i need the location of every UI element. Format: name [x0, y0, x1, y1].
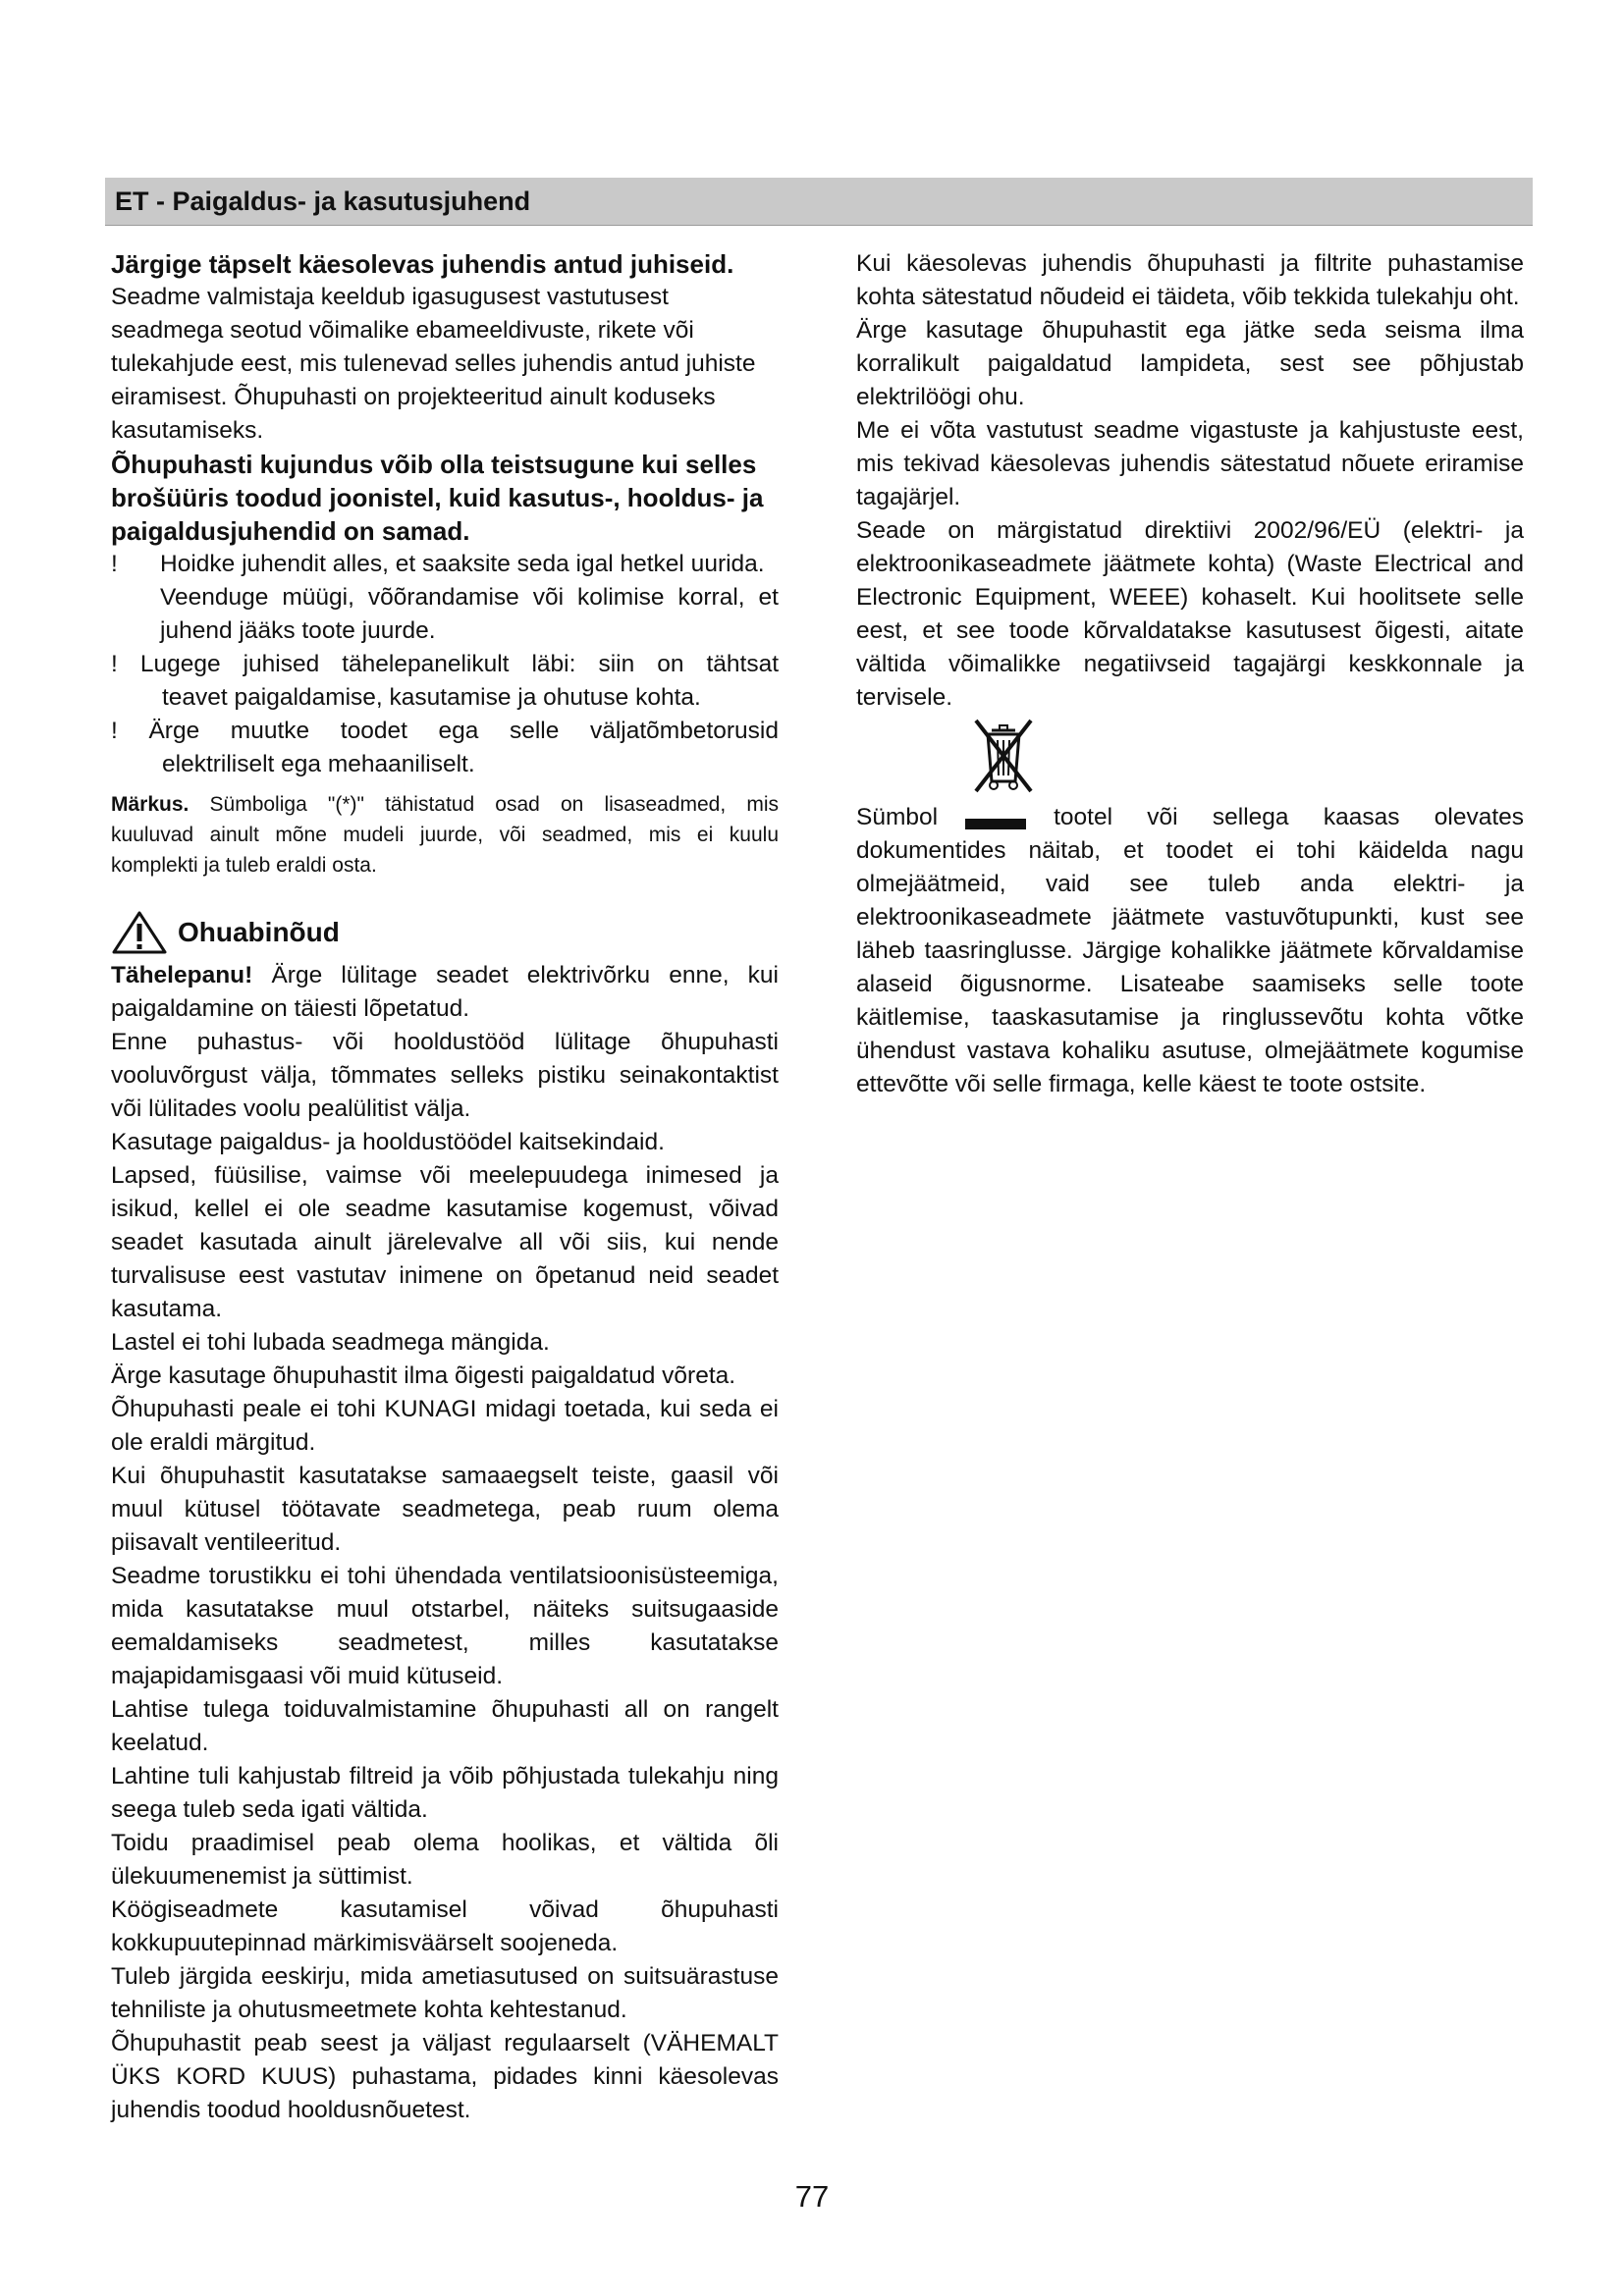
text-line: teavet paigaldamise, kasutamise ja ohutuse kohta.	[162, 684, 701, 711]
text-line: muul kütusel töötavate seadmetega, peab ruum olema	[111, 1496, 779, 1522]
text-line: Ärge kasutage õhupuhastit ilma õigesti paigaldatud võreta.	[111, 1362, 736, 1389]
text-line: kohta sätestatud nõudeid ei täideta, võib tekkida tulekahju oht.	[856, 284, 1520, 310]
exclamation-mark: !	[111, 651, 118, 677]
weee-underline-bar	[965, 819, 1026, 829]
text-line: seadmega seotud võimalike ebameeldivuste, rikete või	[111, 317, 694, 344]
text-line: ülekuumenemist ja süttimist.	[111, 1863, 413, 1890]
text-line: seadet kasutada ainult järelevalve all või siis, kui nende	[111, 1229, 779, 1255]
text-line: Tähelepanu! Ärge lülitage seadet elektrivõrku enne, kui	[111, 962, 779, 988]
weee-symbol-area	[856, 717, 1524, 801]
text-line: läheb taasringlusse. Järgige kohalikke jäätmete kõrvaldamise	[856, 937, 1524, 964]
bullet-item	[111, 548, 779, 648]
design-notice	[111, 448, 779, 548]
exclamation-mark: !	[111, 551, 118, 577]
text-line: ühendust vastava kohaliku asutuse, olmejäätmete kogumise	[856, 1038, 1524, 1064]
text-line: elektrilöögi ohu.	[856, 384, 1025, 410]
text-line: alaseid õigusnorme. Lisateabe saamiseks selle toote	[856, 971, 1524, 997]
text-line: kuuluvad ainult mõne mudeli juurde, või seadmed, mis ei kuulu	[111, 824, 779, 846]
text-line: Electronic Equipment, WEEE) kohaselt. Kui hoolitsete selle	[856, 584, 1524, 611]
section-title: ET - Paigaldus- ja kasutusjuhend	[115, 187, 531, 216]
text-line: majapidamisgaasi või muid kütuseid.	[111, 1663, 503, 1689]
text-line: mis tekivad käesolevas juhendis sätestatud nõuete eriramise	[856, 451, 1524, 477]
text-line: Seade on märgistatud direktiivi 2002/96/EÜ (elektri- ja	[856, 517, 1524, 544]
note-block	[111, 789, 779, 881]
text-line: piisavalt ventileeritud.	[111, 1529, 342, 1556]
text-line: brošüüris toodud joonistel, kuid kasutus-, hooldus- ja	[111, 483, 764, 512]
text-line: Lapsed, füüsilise, vaimse või meelepuudega inimesed ja	[111, 1162, 779, 1189]
text-line: Õhupuhastit peab seest ja väljast regulaarselt (VÄHEMALT	[111, 2030, 779, 2056]
warning-heading	[111, 910, 779, 955]
text-line: kokkupuutepinnad märkimisväärselt soojeneda.	[111, 1930, 619, 1956]
text-line: või lülitades voolu pealülitist välja.	[111, 1095, 471, 1122]
text-line: Toidu praadimisel peab olema hoolikas, et vältida õli	[111, 1830, 779, 1856]
text-line: Kui käesolevas juhendis õhupuhasti ja filtrite puhastamise	[856, 250, 1524, 277]
warning-triangle-icon	[111, 910, 168, 955]
exclamation-mark: !	[111, 718, 118, 744]
safety-paragraphs	[111, 959, 779, 2127]
text-line: olmejäätmeid, vaid see tuleb anda elektri- ja	[856, 871, 1524, 897]
bullet-item	[111, 715, 779, 781]
text-line: keelatud.	[111, 1730, 209, 1756]
text-line: Seadme valmistaja keeldub igasugusest vastutusest	[111, 284, 669, 310]
text-line: elektroonikaseadmete jäätmete kohta) (Waste Electrical and	[856, 551, 1524, 577]
text-line: Ärge kasutage õhupuhastit ega jätke seda seisma ilma	[856, 317, 1524, 344]
text-line: Kui õhupuhastit kasutatakse samaaegselt teiste, gaasil või	[111, 1463, 779, 1489]
bullet-item	[111, 648, 779, 715]
note-label: Märkus.	[111, 793, 189, 816]
text-line: eemaldamiseks seadmetest, milles kasutatakse	[111, 1629, 779, 1656]
text-line: juhend jääks toote juurde.	[160, 617, 436, 644]
left-column	[111, 247, 779, 2127]
text-line: Enne puhastus- või hooldustööd lülitage õhupuhasti	[111, 1029, 779, 1055]
text-line: tehniliste ja ohutusmeetmete kohta kehtestanud.	[111, 1997, 627, 2023]
text-line: vooluvõrgust välja, tõmmates selleks pistiku seinakontaktist	[111, 1062, 779, 1089]
text-line: seega tuleb seda igati vältida.	[111, 1796, 428, 1823]
text-line: Me ei võta vastutust seadme vigastuste ja kahjustuste eest,	[856, 417, 1524, 444]
text-line: ! Lugege juhised tähelepanelikult läbi: siin on tähtsat	[111, 651, 780, 677]
text-line: Veenduge müügi, võõrandamise või kolimise korral, et	[160, 584, 779, 611]
section-header	[105, 178, 1533, 226]
text-line: Hoidke juhendit alles, et saaksite seda igal hetkel uurida.	[160, 551, 765, 577]
text-line: käitlemise, taaskasutamise ja ringlussevõtu kohta võtke	[856, 1004, 1524, 1031]
text-line: isikud, kellel ei ole seadme kasutamise kogemust, võivad	[111, 1196, 779, 1222]
text-line: paigaldamine on täiesti lõpetatud.	[111, 995, 470, 1022]
intro-paragraph	[111, 281, 779, 448]
text-line: komplekti ja tuleb eraldi osta.	[111, 854, 377, 877]
text-line: korralikult paigaldatud lampideta, sest see põhjustab	[856, 350, 1524, 377]
text-line: dokumentides näitab, et toodet ei tohi käidelda nagu	[856, 837, 1524, 864]
text-line: elektriliselt ega mehaaniliselt.	[162, 751, 475, 777]
text-line: mida kasutatakse muul otstarbel, näiteks suitsugaaside	[111, 1596, 779, 1623]
text-line: kasutamiseks.	[111, 417, 264, 444]
right-column	[856, 247, 1524, 1101]
text-line: tervisele.	[856, 684, 953, 711]
text-line: paigaldusjuhendid on samad.	[111, 516, 470, 546]
text-line: tagajärjel.	[856, 484, 961, 510]
text-line: Märkus. Sümboliga "(*)" tähistatud osad on lisaseadmed, mis	[111, 793, 779, 816]
text-line: ettevõtte või selle firmaga, kelle käest te toote ostsite.	[856, 1071, 1427, 1097]
text-line: Lastel ei tohi lubada seadmega mängida.	[111, 1329, 550, 1356]
text-line: Tuleb järgida eeskirju, mida ametiasutused on suitsuärastuse	[111, 1963, 779, 1990]
text-line: Köögiseadmete kasutamisel võivad õhupuhasti	[111, 1896, 779, 1923]
text-line: Sümbol tootel või sellega kaasas olevates	[856, 801, 1524, 834]
text-line: Seadme torustikku ei tohi ühendada ventilatsioonisüsteemiga,	[111, 1563, 779, 1589]
page-number: 77	[794, 2179, 830, 2214]
text-line: vältida võimalikke negatiivseid tagajärgi keskkonnale ja	[856, 651, 1524, 677]
text-line: Lahtise tulega toiduvalmistamine õhupuhasti all on rangelt	[111, 1696, 779, 1723]
text-line: turvalisuse eest vastutav inimene on õpetanud neid seadet	[111, 1262, 779, 1289]
attention-label: Tähelepanu!	[111, 962, 253, 988]
crossed-out-bin-icon	[972, 717, 1035, 797]
warning-title: Ohuabinõud	[178, 917, 340, 947]
text-line: ! Ärge muutke toodet ega selle väljatõmbetorusid	[111, 718, 780, 744]
text-line: Kasutage paigaldus- ja hooldustöödel kaitsekindaid.	[111, 1129, 665, 1155]
text-line: juhendis toodud hooldusnõuetest.	[111, 2097, 471, 2123]
text-line: eest, et see toode kõrvaldatakse kasutusest õigesti, aitate	[856, 617, 1524, 644]
text-line: Lahtine tuli kahjustab filtreid ja võib põhjustada tulekahju ning	[111, 1763, 779, 1789]
text-line: Õhupuhasti peale ei tohi KUNAGI midagi toetada, kui seda ei	[111, 1396, 779, 1422]
text-line: ole eraldi märgitud.	[111, 1429, 316, 1456]
text-line: tulekahjude eest, mis tulenevad selles juhendis antud juhiste	[111, 350, 756, 377]
text-line: Õhupuhasti kujundus võib olla teistsugune kui selles	[111, 450, 757, 479]
text-line: ÜKS KORD KUUS) puhastama, pidades kinni käesolevas	[111, 2063, 779, 2090]
text-line: elektroonikaseadmete jäätmete vastuvõtupunkti, kust see	[856, 904, 1524, 931]
intro-heading: Järgige täpselt käesolevas juhendis antud juhiseid.	[111, 249, 734, 279]
symbol-word: Sümbol	[856, 804, 939, 830]
text-line: kasutama.	[111, 1296, 223, 1322]
text-line: eiramisest. Õhupuhasti on projekteeritud ainult koduseks	[111, 384, 716, 410]
